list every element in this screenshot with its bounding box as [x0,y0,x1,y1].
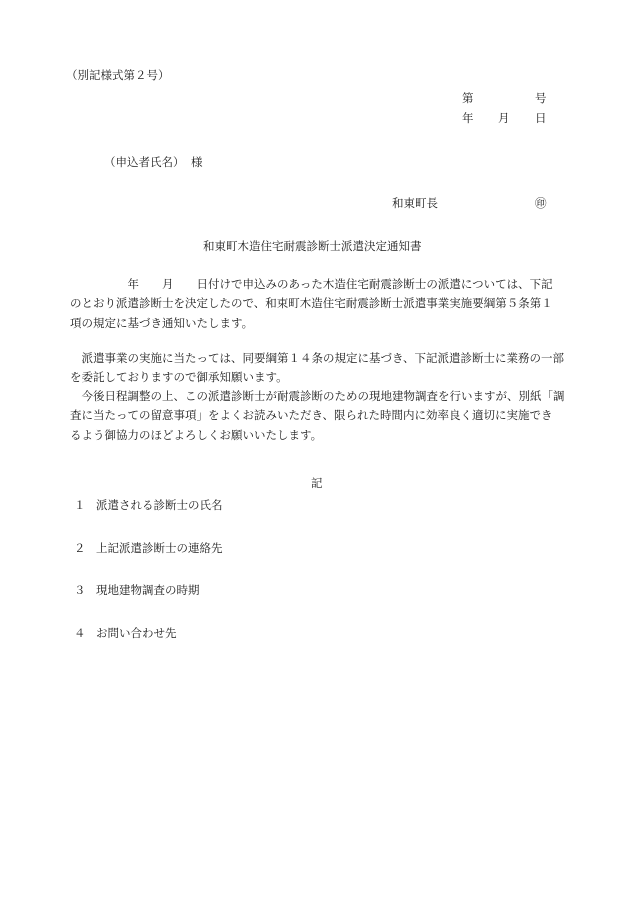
list-item [74,628,177,640]
body-line: 項の規定に基づき通知いたします。 [70,315,254,330]
sender-title: 和東町長 [392,196,438,210]
list-item [74,543,223,555]
body-paragraph-2 [70,349,580,388]
list-item-label: 上記派遣診断士の連絡先 [96,541,223,555]
date-year-label: 年 [462,111,474,125]
date-day-label: 日 [535,111,547,125]
applicant-name: （申込者氏名） [104,155,185,169]
form-number: （別記様式第２号） [66,68,170,82]
body-line: 派遣事業の実施に当たっては、同要綱第１４条の規定に基づき、下記派遣診断士に業務の一部 [70,351,565,365]
seal-mark: ㊞ [535,196,547,210]
list-item [74,500,223,512]
body-paragraph-3 [70,387,580,445]
body-line: 年 月 日付けで申込みのあった木造住宅耐震診断士の派遣については、下記 [70,277,553,291]
list-item-label: 派遣される診断士の氏名 [96,498,223,512]
date-month-label: 月 [498,111,510,125]
ki-heading: 記 [311,476,323,490]
list-item-label: 現地建物調査の時期 [96,583,200,597]
body-paragraph-1 [70,275,580,333]
list-item-number: ４ [74,626,86,640]
list-item-number: ２ [74,541,86,555]
list-item [74,585,200,597]
list-item-number: ３ [74,583,86,597]
honorific: 様 [191,155,203,169]
document-number-suffix: 号 [535,91,547,105]
document-title: 和東町木造住宅耐震診断士派遣決定通知書 [203,239,422,253]
list-item-number: １ [74,498,86,512]
document-number-prefix: 第 [462,91,474,105]
body-line: のとおり派遣診断士を決定したので、和束町木造住宅耐震診断士派遣事業実施要綱第５条第１ [70,296,553,311]
list-item-label: お問い合わせ先 [96,626,177,640]
body-line: 査に当たっての留意事項」をよくお読みいただき、限られた時間内に効率良く適切に実施でき [70,408,553,423]
body-line: を委託しておりますので御承知願います。 [70,370,288,385]
body-line: 今後日程調整の上、この派遣診断士が耐震診断のための現地建物調査を行いますが、別紙「調 [70,389,565,403]
body-line: るよう御協力のほどよろしくお願いいたします。 [70,427,323,442]
